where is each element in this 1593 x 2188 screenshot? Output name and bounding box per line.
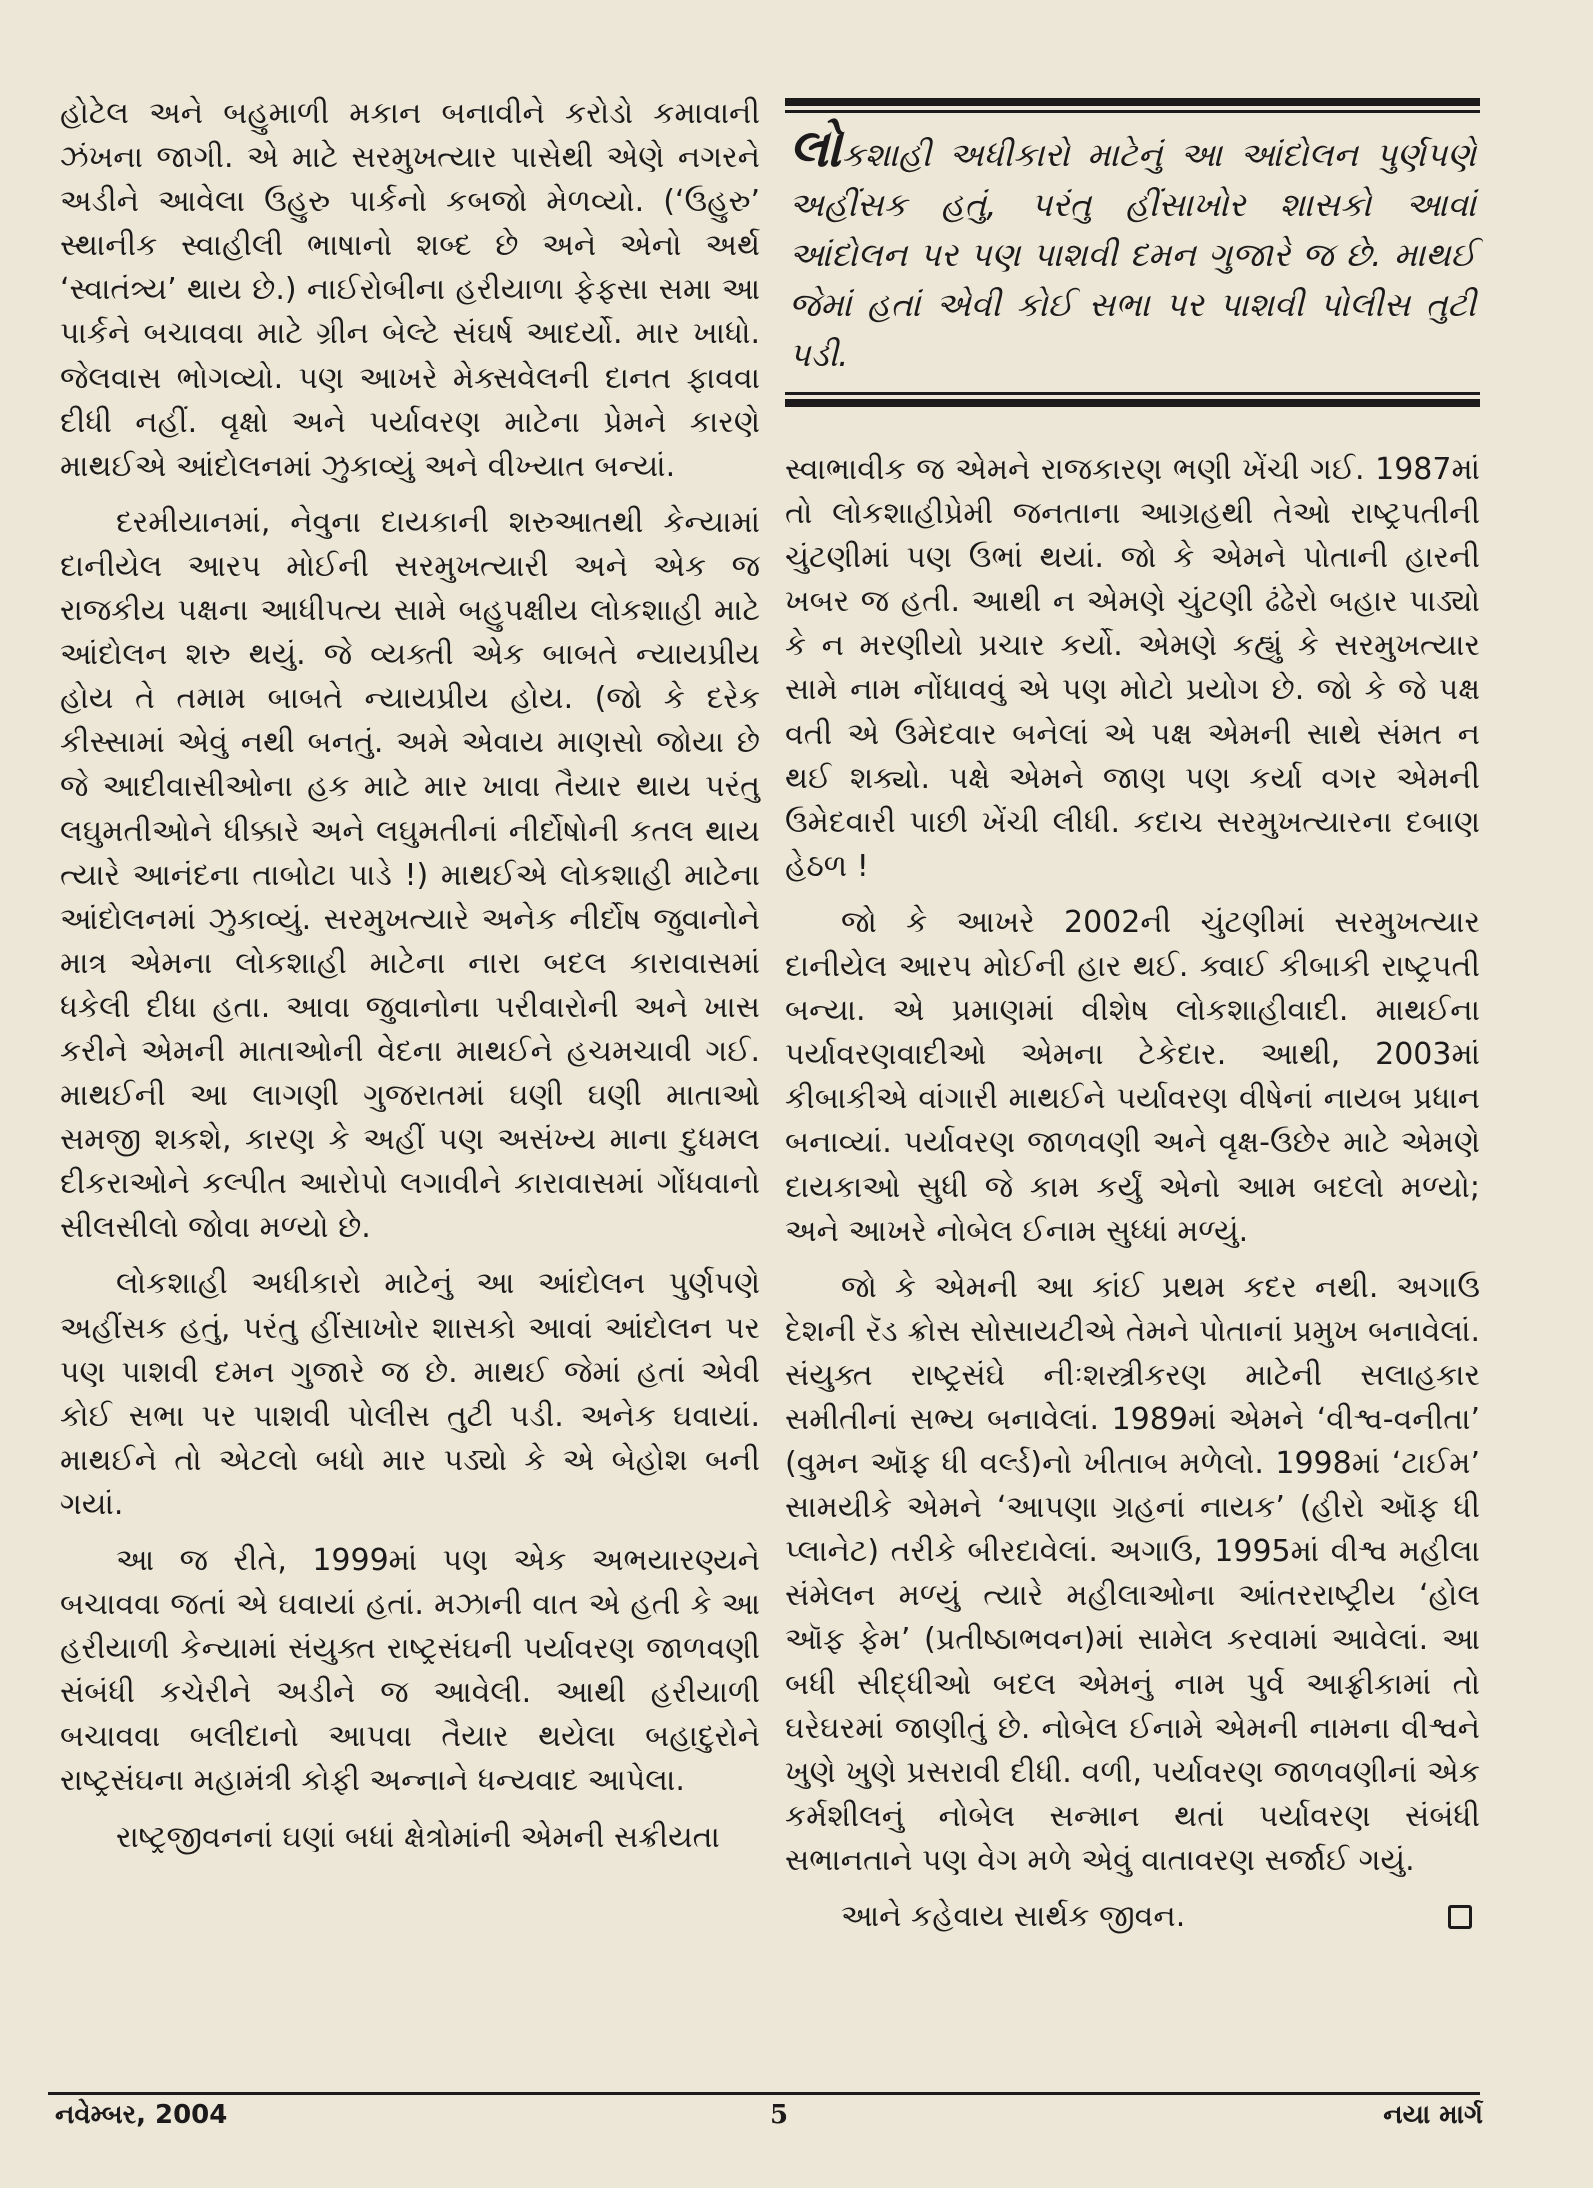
end-of-article-icon: [1448, 1905, 1472, 1929]
publication-name: નયા માર્ગ: [1383, 2100, 1483, 2130]
article-paragraph: લોકશાહી અધીકારો માટેનું આ આંદોલન પુર્ણપણે અહીંસક હતું, પરંતુ હીંસાખોર શાસકો આવાં આંદોલન પર પણ પાશવી દમન ગુજારે જ છે. માથઈ જેમાં હતાં એવી કોઈ સભા પર પાશવી પોલીસ તુટી પડી. અનેક ઘવાયાં. માથઈને તો એટલો બધો માર પડ્યો કે એ બેહોશ બની ગયાં.: [60, 1266, 760, 1522]
footer-rule: [48, 2092, 1480, 2095]
article-paragraph: જો કે આખરે 2002ની ચુંટણીમાં સરમુખત્યાર દાનીયેલ આરપ મોઈની હાર થઈ. ક્વાઈ કીબાકી રાષ્ટ્રપતી બન્યા. એ પ્રમાણમાં વીશેષ લોકશાહીવાદી. માથઈના પર્યાવરણવાદીઓ એમના ટેકેદાર. આથી, 2003માં કીબાકીએ વાંગારી માથઈને પર્યાવરણ વીષેનાં નાયબ પ્રધાન બનાવ્યાં. પર્યાવરણ જાળવણી અને વૃક્ષ-ઉછેર માટે એમણે દાયકાઓ સુધી જે કામ કર્યું એનો આમ બદલો મળ્યો; અને આખરે નોબેલ ઈનામ સુધ્ધાં મળ્યું.: [785, 904, 1480, 1249]
pull-quote-dropcap: લો: [789, 119, 842, 179]
pull-quote: [785, 98, 1480, 407]
pull-quote-text: [785, 113, 1480, 392]
pull-quote-bottom-rule: [785, 392, 1480, 407]
article-paragraph: દરમીયાનમાં, નેવુના દાયકાની શરુઆતથી કેન્યામાં દાનીયેલ આરપ મોઈની સરમુખત્યારી અને એક જ રાજકીય પક્ષના આધીપત્ય સામે બહુપક્ષીય લોકશાહી માટે આંદોલન શરુ થયું. જે વ્યક્તી એક બાબતે ન્યાયપ્રીય હોય તે તમામ બાબતે ન્યાયપ્રીય હોય. (જો કે દરેક કીસ્સામાં એવું નથી બનતું. અમે એવાય માણસો જોયા છે જે આદીવાસીઓના હક માટે માર ખાવા તૈયાર થાય પરંતુ લઘુમતીઓને ધીક્કારે અને લઘુમતીનાં નીર્દોષોની કતલ થાય ત્યારે આનંદના તાબોટા પાડે !) માથઈએ લોકશાહી માટેના આંદોલનમાં ઝુકાવ્યું. સરમુખત્યારે અનેક નીર્દોષ જુવાનોને માત્ર એમના લોકશાહી માટેના નારા બદલ કારાવાસમાં ધકેલી દીધા હતા. આવા જુવાનોના પરીવારોની અને ખાસ કરીને એમની માતાઓની વેદના માથઈને હચમચાવી ગઈ. માથઈની આ લાગણી ગુજરાતમાં ઘણી ઘણી માતાઓ સમજી શકશે, કારણ કે અહીં પણ અસંખ્ય માના દુધમલ દીકરાઓને કલ્પીત આરોપો લગાવીને કારાવાસમાં ગોંધવાનો સીલસીલો જોવા મળ્યો છે.: [60, 504, 760, 1246]
article-closing-line: [785, 1895, 1480, 1939]
page-number: 5: [770, 2100, 789, 2130]
left-column: [60, 92, 760, 1860]
article-paragraph: હોટેલ અને બહુમાળી મકાન બનાવીને કરોડો કમાવાની ઝંખના જાગી. એ માટે સરમુખત્યાર પાસેથી એણે નગરને અડીને આવેલા ઉહુરુ પાર્કનો કબજો મેળવ્યો. (‘ઉહુરુ’ સ્થાનીક સ્વાહીલી ભાષાનો શબ્દ છે અને એનો અર્થ ‘સ્વાતંત્ર્ય’ થાય છે.) નાઈરોબીના હરીયાળા ફેફસા સમા આ પાર્કને બચાવવા માટે ગ્રીન બેલ્ટે સંઘર્ષ આદર્યો. માર ખાધો. જેલવાસ ભોગવ્યો. પણ આખરે મેક્સવેલની દાનત ફાવવા દીધી નહીં. વૃક્ષો અને પર્યાવરણ માટેના પ્રેમને કારણે માથઈએ આંદોલનમાં ઝુકાવ્યું અને વીખ્યાત બન્યાં.: [60, 96, 760, 484]
article-paragraph: આ જ રીતે, 1999માં પણ એક અભયારણ્યને બચાવવા જતાં એ ઘવાયાં હતાં. મઝાની વાત એ હતી કે આ હરીયાળી કેન્યામાં સંયુક્ત રાષ્ટ્રસંઘની પર્યાવરણ જાળવણી સંબંધી કચેરીને અડીને જ આવેલી. આથી હરીયાળી બચાવવા બલીદાનો આપવા તૈયાર થયેલા બહાદુરોને રાષ્ટ્રસંઘના મહામંત્રી કોફી અન્નાને ધન્યવાદ આપેલા.: [60, 1543, 760, 1799]
footer-date: નવેમ્બર, 2004: [55, 2100, 228, 2130]
article-paragraph: સ્વાભાવીક જ એમને રાજકારણ ભણી ખેંચી ગઈ. 1987માં તો લોકશાહીપ્રેમી જનતાના આગ્રહથી તેઓ રાષ્ટ્રપતીની ચુંટણીમાં પણ ઉભાં થયાં. જો કે એમને પોતાની હારની ખબર જ હતી. આથી ન એમણે ચુંટણી ઢંઢેરો બહાર પાડ્યો કે ન મરણીયો પ્રચાર કર્યો. એમણે કહ્યું કે સરમુખત્યાર સામે નામ નોંધાવવું એ પણ મોટો પ્રયોગ છે. જો કે જે પક્ષ વતી એ ઉમેદવાર બનેલાં એ પક્ષ એમની સાથે સંમત ન થઈ શક્યો. પક્ષે એમને જાણ પણ કર્યા વગર એમની ઉમેદવારી પાછી ખેંચી લીધી. કદાચ સરમુખત્યારના દબાણ હેઠળ !: [785, 452, 1480, 884]
pull-quote-body: કશાહી અધીકારો માટેનું આ આંદોલન પુર્ણપણે અહીંસક હતું, પરંતુ હીંસાખોર શાસકો આવાં આંદોલન પર પણ પાશવી દમન ગુજારે જ છે. માથઈ જેમાં હતાં એવી કોઈ સભા પર પાશવી પોલીસ તુટી પડી.: [789, 135, 1476, 374]
pull-quote-top-rule: [785, 98, 1480, 113]
right-column: [785, 448, 1480, 1939]
article-paragraph: જો કે એમની આ કાંઈ પ્રથમ કદર નથી. અગાઉ દેશની રૅડ ક્રોસ સોસાયટીએ તેમને પોતાનાં પ્રમુખ બનાવેલાં. સંયુક્ત રાષ્ટ્રસંઘે નીઃશસ્ત્રીકરણ માટેની સલાહકાર સમીતીનાં સભ્ય બનાવેલાં. 1989માં એમને ‘વીશ્વ-વનીતા’ (વુમન ઑફ ધી વર્લ્ડ)નો ખીતાબ મળેલો. 1998માં ‘ટાઈમ’ સામયીકે એમને ‘આપણા ગ્રહનાં નાયક’ (હીરો ઑફ ધી પ્લાનેટ) તરીકે બીરદાવેલાં. અગાઉ, 1995માં વીશ્વ મહીલા સંમેલન મળ્યું ત્યારે મહીલાઓના આંતરરાષ્ટ્રીય ‘હોલ ઑફ ફેમ’ (પ્રતીષ્ઠાભવન)માં સામેલ કરવામાં આવેલાં. આ બધી સીદ્ધીઓ બદલ એમનું નામ પુર્વ આફ્રીકામાં તો ઘરેઘરમાં જાણીતું છે. નોબેલ ઈનામે એમની નામના વીશ્વને ખુણે ખુણે પ્રસરાવી દીધી. વળી, પર્યાવરણ જાળવણીનાં એક કર્મશીલનું નોબેલ સન્માન થતાં પર્યાવરણ સંબંધી સભાનતાને પણ વેગ મળે એવું વાતાવરણ સર્જાઈ ગયું.: [785, 1269, 1480, 1878]
closing-text: આને કહેવાય સાર્થક જીવન.: [841, 1899, 1186, 1934]
article-paragraph: રાષ્ટ્રજીવનનાં ઘણાં બધાં ક્ષેત્રોમાંની એમની સક્રીયતા: [116, 1819, 720, 1855]
